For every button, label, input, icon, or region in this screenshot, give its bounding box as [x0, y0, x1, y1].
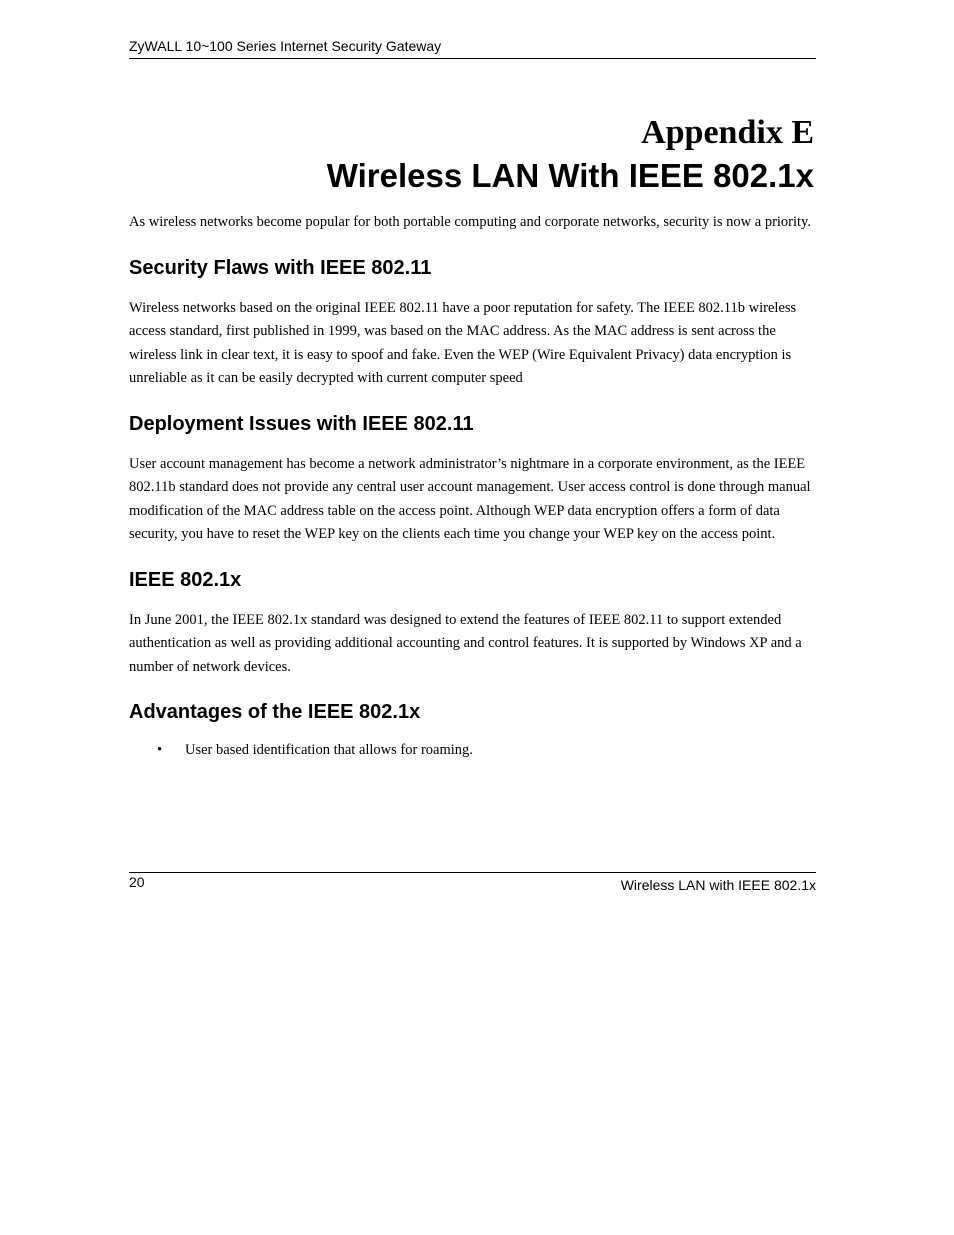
footer-chapter-title: Wireless LAN with IEEE 802.1x — [620, 877, 816, 893]
section-heading-security-flaws: Security Flaws with IEEE 802.11 — [129, 256, 432, 279]
title-block — [129, 112, 814, 198]
advantages-list — [129, 739, 814, 763]
chapter-title: Wireless LAN With IEEE 802.1x — [326, 157, 814, 194]
intro-paragraph: As wireless networks become popular for both portable computing and corporate networks, security is now a priority. — [129, 214, 811, 230]
section-body-deployment-issues: User account management has become a network administrator’s nightmare in a corporate environment, as the IEEE 802.11b standard does not provide any central user account management. User access control is done through manual modification of the MAC address table on the access point. Although WEP data encryption offers a form of data security, you have to reset the WEP key on the clients each time you change your WEP key on the access point. — [129, 455, 811, 542]
page-content — [129, 211, 814, 763]
section-body-security-flaws: Wireless networks based on the original IEEE 802.11 have a poor reputation for safety. The IEEE 802.11b wireless access standard, first published in 1999, was based on the MAC address. As the MAC address is sent across the wireless link in clear text, it is easy to spoof and fake. Even the WEP (Wire Equivalent Privacy) data encryption is unreliable as it can be easily decrypted with current computer speed — [129, 299, 797, 386]
page-header — [129, 37, 816, 59]
running-title: ZyWALL 10~100 Series Internet Security Gateway — [129, 38, 442, 54]
section-heading-deployment-issues: Deployment Issues with IEEE 802.11 — [129, 412, 474, 435]
list-item-text: User based identification that allows for roaming. — [185, 742, 473, 758]
list-item — [129, 739, 814, 763]
bullet-icon: • — [157, 742, 163, 758]
section-heading-ieee-8021x: IEEE 802.1x — [129, 568, 242, 591]
appendix-label: Appendix E — [641, 114, 814, 151]
page-footer — [129, 872, 816, 897]
section-heading-advantages: Advantages of the IEEE 802.1x — [129, 701, 421, 723]
section-body-ieee-8021x: In June 2001, the IEEE 802.1x standard was designed to extend the features of IEEE 802.11 to support extended authentication as well as providing additional accounting and control features. It is supported by Windows XP and a number of network devices. — [129, 611, 802, 675]
page-number: 20 — [129, 874, 145, 890]
